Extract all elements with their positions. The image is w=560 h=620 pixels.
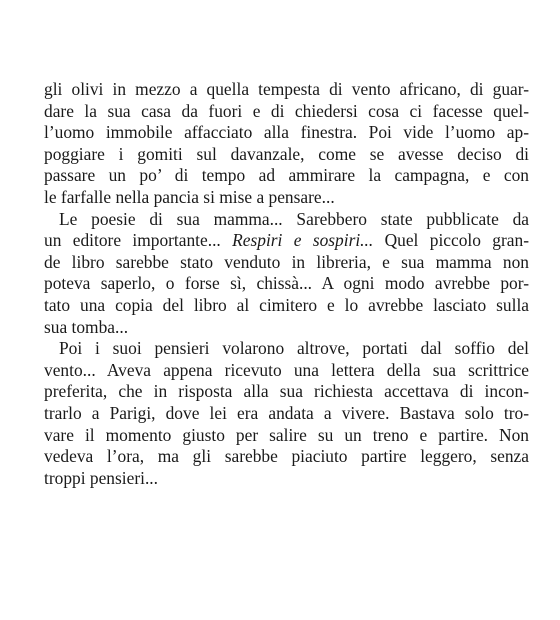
text-line: Le poesie di sua mamma... Sarebbero state pubblicate da (59, 208, 529, 229)
text-line: de libro sarebbe stato venduto in libreria, e sua mamma non (44, 251, 529, 272)
paragraph-2 (44, 209, 529, 339)
text-line: vare il momento giusto per salire su un treno e partire. Non (44, 424, 529, 445)
text-segment: un editore importante... (44, 230, 233, 251)
text-line: gli olivi in mezzo a quella tempesta di vento africano, di guar- (44, 79, 529, 99)
text-line: vento... Aveva appena ricevuto una lettera della sua scrittrice (44, 359, 529, 380)
text-line: vedeva l’ora, ma gli sarebbe piaciuto partire leggero, senza (44, 446, 529, 467)
body-text (44, 79, 529, 489)
text-line: poggiare i gomiti sul davanzale, come se avesse deciso di (44, 143, 529, 164)
text-line: poteva saperlo, o forse sì, chissà... A ogni modo avrebbe por- (44, 273, 529, 294)
text-line: tato una copia del libro al cimitero e lo avrebbe lasciato sulla (44, 294, 529, 315)
text-line: sua tomba... (44, 316, 129, 337)
text-segment: Quel piccolo gran- (373, 230, 529, 251)
paragraph-3 (44, 338, 529, 489)
paragraph-1 (44, 79, 529, 209)
text-line: Poi i suoi pensieri volarono altrove, portati dal soffio del (59, 338, 529, 359)
text-line: passare un po’ di tempo ad ammirare la campagna, e con (44, 165, 529, 186)
text-line: dare la sua casa da fuori e di chiedersi cosa ci facesse quel- (44, 100, 529, 121)
text-line: le farfalle nella pancia si mise a pensare... (44, 186, 335, 207)
text-line: troppi pensieri... (44, 467, 158, 488)
text-line (44, 230, 529, 252)
text-line: l’uomo immobile affacciato alla finestra. Poi vide l’uomo ap- (44, 122, 529, 143)
text-line: trarlo a Parigi, dove lei era andata a vivere. Bastava solo tro- (44, 402, 529, 423)
book-title-italic: Respiri e sospiri... (232, 230, 374, 251)
text-line: preferita, che in risposta alla sua richiesta accettava di incon- (44, 381, 529, 402)
